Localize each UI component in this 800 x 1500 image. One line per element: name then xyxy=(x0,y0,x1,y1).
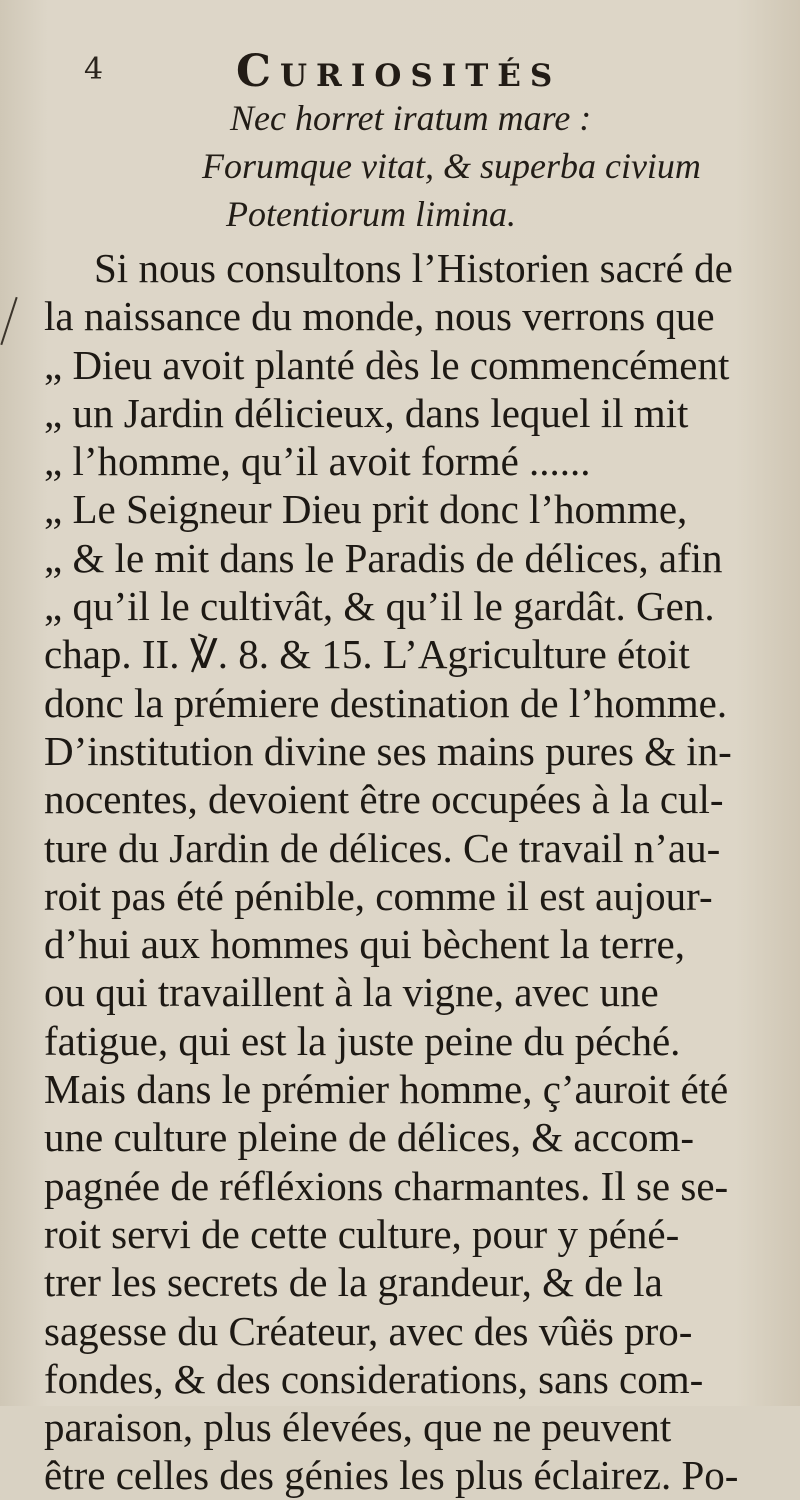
text-line: „ Le Seigneur Dieu prit donc l’homme, xyxy=(44,486,688,533)
text-line: d’hui aux hommes qui bèchent la terre, xyxy=(44,921,685,968)
text-line: fondes, & des considerations, sans com- xyxy=(44,1355,704,1402)
text-line: la naissance du monde, nous verrons que xyxy=(44,293,715,340)
text-line: trer les secrets de la grandeur, & de la xyxy=(44,1259,663,1306)
text-line: chap. II. ℣. 8. & 15. L’Agriculture étoit xyxy=(44,631,690,678)
page-header xyxy=(84,46,724,98)
text-line: „ un Jardin délicieux, dans lequel il mit xyxy=(44,389,689,436)
latin-verse xyxy=(202,94,750,238)
text-line: paraison, plus élevées, que ne peuvent xyxy=(44,1404,672,1451)
text-line: Mais dans le prémier homme, ç’auroit été xyxy=(44,1066,729,1113)
text-line: ou qui travaillent à la vigne, avec une xyxy=(44,969,659,1016)
text-line: roit servi de cette culture, pour y péné- xyxy=(44,1210,680,1257)
text-line: être celles des génies les plus éclairez. Po- xyxy=(44,1452,739,1499)
text-line: nocentes, devoient être occupées à la cul- xyxy=(44,776,724,823)
text-line: „ Dieu avoit planté dès le commencément xyxy=(44,341,730,388)
text-line: „ qu’il le cultivât, & qu’il le gardât. Gen. xyxy=(44,583,715,630)
text-line: Si nous consultons l’Historien sacré de xyxy=(94,245,733,291)
text-line: „ & le mit dans le Paradis de délices, afin xyxy=(44,534,723,581)
margin-mark xyxy=(0,297,17,345)
text-line: ture du Jardin de délices. Ce travail n’au- xyxy=(44,824,721,871)
text-line: pagnée de réfléxions charmantes. Il se se- xyxy=(44,1162,729,1209)
text-line: roit pas été pénible, comme il est aujour- xyxy=(44,872,713,919)
text-line: une culture pleine de délices, & accom- xyxy=(44,1114,695,1161)
page-number: 4 xyxy=(84,52,104,87)
text-line: sagesse du Créateur, avec des vûës pro- xyxy=(44,1307,693,1354)
text-line: D’institution divine ses mains pures & in- xyxy=(44,727,732,774)
body-paragraph xyxy=(44,244,764,1500)
text-line: „ l’homme, qu’il avoit formé ...... xyxy=(44,438,591,485)
verse-line: Forumque vitat, & superba civium xyxy=(202,146,701,186)
verse-line: Nec horret iratum mare : xyxy=(230,98,592,138)
verse-line: Potentiorum limina. xyxy=(226,194,516,234)
text-line: donc la prémiere destination de l’homme. xyxy=(44,679,728,726)
text-line: fatigue, qui est la juste peine du péché. xyxy=(44,1017,681,1064)
running-title: Curiosités xyxy=(236,46,562,97)
